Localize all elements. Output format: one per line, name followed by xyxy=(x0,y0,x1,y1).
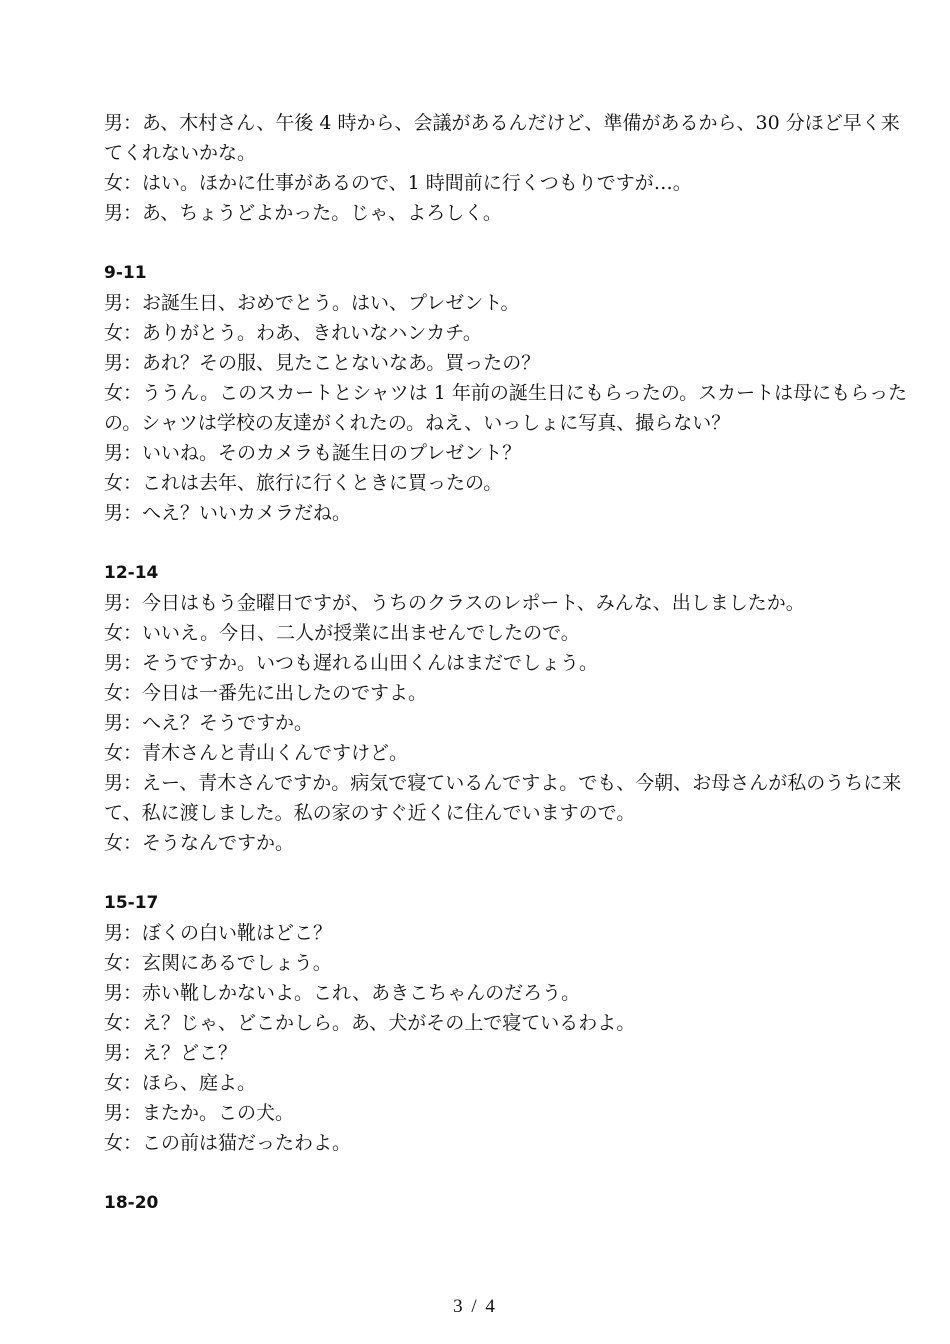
dialogue-block xyxy=(104,1188,916,1218)
dialogue-line: 女：これは去年、旅行に行くときに買ったの。 xyxy=(104,472,503,494)
dialogue-line: 女：ありがとう。わあ、きれいなハンカチ。 xyxy=(104,322,482,344)
dialogue-line: 男：いいね。そのカメラも誕生日のプレゼント？ xyxy=(104,442,522,464)
dialogue-block xyxy=(104,108,916,228)
dialogue-line: 男：またか。この犬。 xyxy=(104,1102,295,1124)
dialogue-block xyxy=(104,558,916,858)
dialogue-line: 男：え？どこ？ xyxy=(104,1042,238,1064)
dialogue-line: 男：あれ？その服、見たことないなあ。買ったの？ xyxy=(104,352,541,374)
section-heading: 12-14 xyxy=(104,563,159,583)
dialogue-block xyxy=(104,258,916,528)
dialogue-line: 女：いいえ。今日、二人が授業に出ませんでしたので。 xyxy=(104,622,580,644)
dialogue-line: 女：ううん。このスカートとシャツは 1 年前の誕生日にもらったの。スカートは母にもらったの。シャツは学校の友達がくれたの。ねえ、いっしょに写真、撮らない？ xyxy=(104,382,908,434)
dialogue-line: 男：お誕生日、おめでとう。はい、プレゼント。 xyxy=(104,292,520,314)
dialogue-line: 男：えー、青木さんですか。病気で寝ているんですよ。でも、今朝、お母さんが私のうちに来て、私に渡しました。私の家のすぐ近くに住んでいますので。 xyxy=(104,772,902,824)
dialogue-line: 女：ほら、庭よ。 xyxy=(104,1072,257,1094)
section-heading: 18-20 xyxy=(104,1193,159,1213)
dialogue-line: 女：この前は猫だったわよ。 xyxy=(104,1132,352,1154)
dialogue-line: 男：ぼくの白い靴はどこ？ xyxy=(104,922,333,944)
section-heading: 9-11 xyxy=(104,263,147,283)
dialogue-line: 男：へえ？そうですか。 xyxy=(104,712,314,734)
dialogue-line: 女：玄関にあるでしょう。 xyxy=(104,952,332,974)
dialogue-line: 女：はい。ほかに仕事があるので、1 時間前に行くつもりですが…。 xyxy=(104,172,692,194)
dialogue-line: 男：へえ？いいカメラだね。 xyxy=(104,502,352,524)
dialogue-block xyxy=(104,888,916,1158)
dialogue-line: 女：え？じゃ、どこかしら。あ、犬がその上で寝ているわよ。 xyxy=(104,1012,636,1034)
dialogue-line: 女：そうなんですか。 xyxy=(104,832,295,854)
dialogue-line: 男：今日はもう金曜日ですが、うちのクラスのレポート、みんな、出しましたか。 xyxy=(104,592,805,614)
dialogue-line: 男：あ、ちょうどよかった。じゃ、よろしく。 xyxy=(104,202,502,224)
dialogue-line: 男：あ、木村さん、午後 4 時から、会議があるんだけど、準備があるから、30 分ほど早く来てくれないかな。 xyxy=(104,112,900,164)
page-number: 3 / 4 xyxy=(453,1296,497,1317)
dialogue-line: 女：青木さんと青山くんですけど。 xyxy=(104,742,409,764)
dialogue-line: 女：今日は一番先に出したのですよ。 xyxy=(104,682,428,704)
document-body xyxy=(104,108,916,1218)
dialogue-line: 男：そうですか。いつも遅れる山田くんはまだでしょう。 xyxy=(104,652,599,674)
section-heading: 15-17 xyxy=(104,893,159,913)
dialogue-line: 男：赤い靴しかないよ。これ、あきこちゃんのだろう。 xyxy=(104,982,581,1004)
